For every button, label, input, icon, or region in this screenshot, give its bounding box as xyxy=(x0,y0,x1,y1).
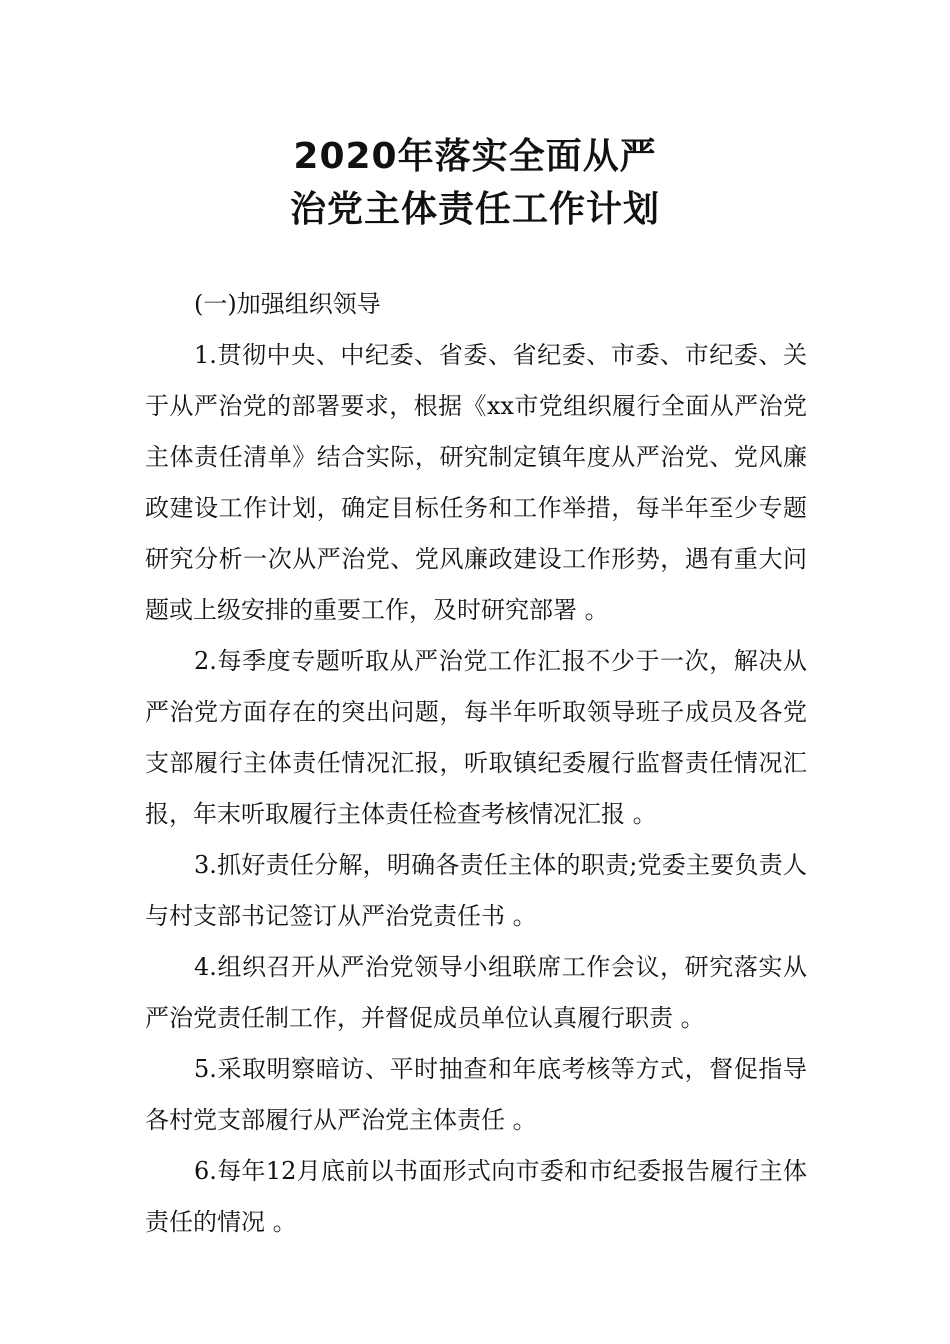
paragraph-item-1: 1.贯彻中央、中纪委、省委、省纪委、市委、市纪委、关于从严治党的部署要求，根据《xx市党组织履行全面从严治党主体责任清单》结合实际，研究制定镇年度从严治党、党风廉政建设工作计划，确定目标任务和工作举措，每半年至少专题研究分析一次从严治党、党风廉政建设工作形势，遇有重大问题或上级安排的重要工作，及时研究部署 。 xyxy=(145,341,807,624)
document-title-line-2: 治党主体责任工作计划 xyxy=(289,189,660,230)
paragraph-item-6: 6.每年12月底前以书面形式向市委和市纪委报告履行主体责任的情况 。 xyxy=(145,1157,807,1236)
paragraph-item-2: 2.每季度专题听取从严治党工作汇报不少于一次，解决从严治党方面存在的突出问题，每半年听取领导班子成员及各党支部履行主体责任情况汇报，听取镇纪委履行监督责任情况汇报，年末听取履行主体责任检查考核情况汇报 。 xyxy=(145,647,807,828)
paragraph-item-5: 5.采取明察暗访、平时抽查和年底考核等方式，督促指导各村党支部履行从严治党主体责任 。 xyxy=(145,1055,807,1134)
paragraph-item-4: 4.组织召开从严治党领导小组联席工作会议，研究落实从严治党责任制工作，并督促成员单位认真履行职责 。 xyxy=(145,953,807,1032)
paragraph-item-3: 3.抓好责任分解，明确各责任主体的职责;党委主要负责人与村支部书记签订从严治党责任书 。 xyxy=(145,851,807,930)
document-title-line-1: 2020年落实全面从严 xyxy=(293,136,657,177)
section-heading: (一)加强组织领导 xyxy=(194,290,381,318)
document-body xyxy=(145,279,807,1248)
